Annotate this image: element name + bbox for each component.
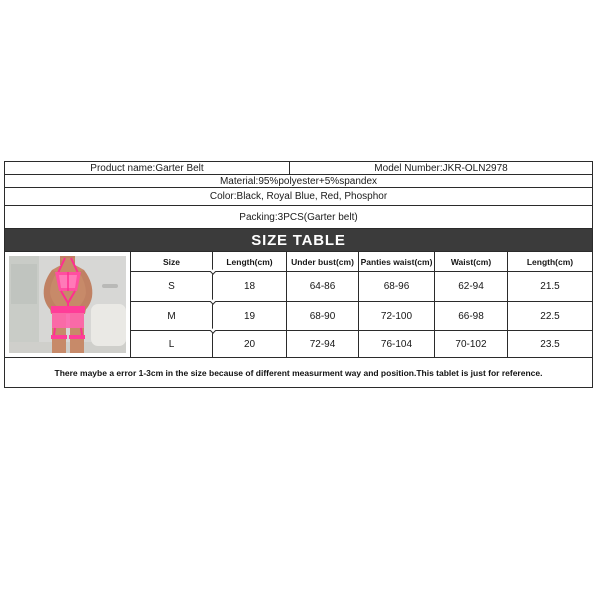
size-l-panties-waist: 76-104	[359, 331, 435, 358]
product-name-label: Product name:Garter Belt	[5, 162, 290, 174]
size-m-length: 19	[213, 302, 287, 331]
packing-row	[5, 206, 592, 229]
product-photo	[5, 252, 131, 358]
size-l-length2: 23.5	[508, 331, 592, 358]
material-row	[5, 175, 592, 188]
size-m-label: M	[131, 302, 213, 331]
size-s-length2: 21.5	[508, 272, 592, 302]
col-header-waist: Waist(cm)	[435, 252, 508, 272]
size-s-panties-waist: 68-96	[359, 272, 435, 302]
size-table-title: SIZE TABLE	[5, 229, 592, 252]
col-header-length2: Length(cm)	[508, 252, 592, 272]
packing-label: Packing:3PCS(Garter belt)	[239, 211, 358, 223]
size-l-label: L	[131, 331, 213, 358]
size-table	[5, 252, 592, 358]
size-m-waist: 66-98	[435, 302, 508, 331]
col-header-length: Length(cm)	[213, 252, 287, 272]
size-m-under-bust: 68-90	[287, 302, 359, 331]
col-header-panties-waist: Panties waist(cm)	[359, 252, 435, 272]
size-l-waist: 70-102	[435, 331, 508, 358]
size-disclaimer-note: There maybe a error 1-3cm in the size because of different measurment way and position.This tablet is just for reference.	[54, 367, 543, 378]
size-s-under-bust: 64-86	[287, 272, 359, 302]
size-s-label: S	[131, 272, 213, 302]
size-s-waist: 62-94	[435, 272, 508, 302]
size-l-under-bust: 72-94	[287, 331, 359, 358]
lingerie-model-photo	[9, 256, 126, 353]
col-header-size: Size	[131, 252, 213, 272]
product-name-row	[5, 162, 592, 175]
color-row	[5, 188, 592, 206]
size-l-length: 20	[213, 331, 287, 358]
size-m-length2: 22.5	[508, 302, 592, 331]
material-label: Material:95%polyester+5%spandex	[219, 175, 378, 187]
product-spec-sheet	[4, 161, 593, 388]
col-header-under-bust: Under bust(cm)	[287, 252, 359, 272]
size-s-length: 18	[213, 272, 287, 302]
size-m-panties-waist: 72-100	[359, 302, 435, 331]
model-number-label: Model Number:JKR-OLN2978	[374, 162, 508, 174]
color-label: Color:Black, Royal Blue, Red, Phosphor	[209, 191, 388, 202]
